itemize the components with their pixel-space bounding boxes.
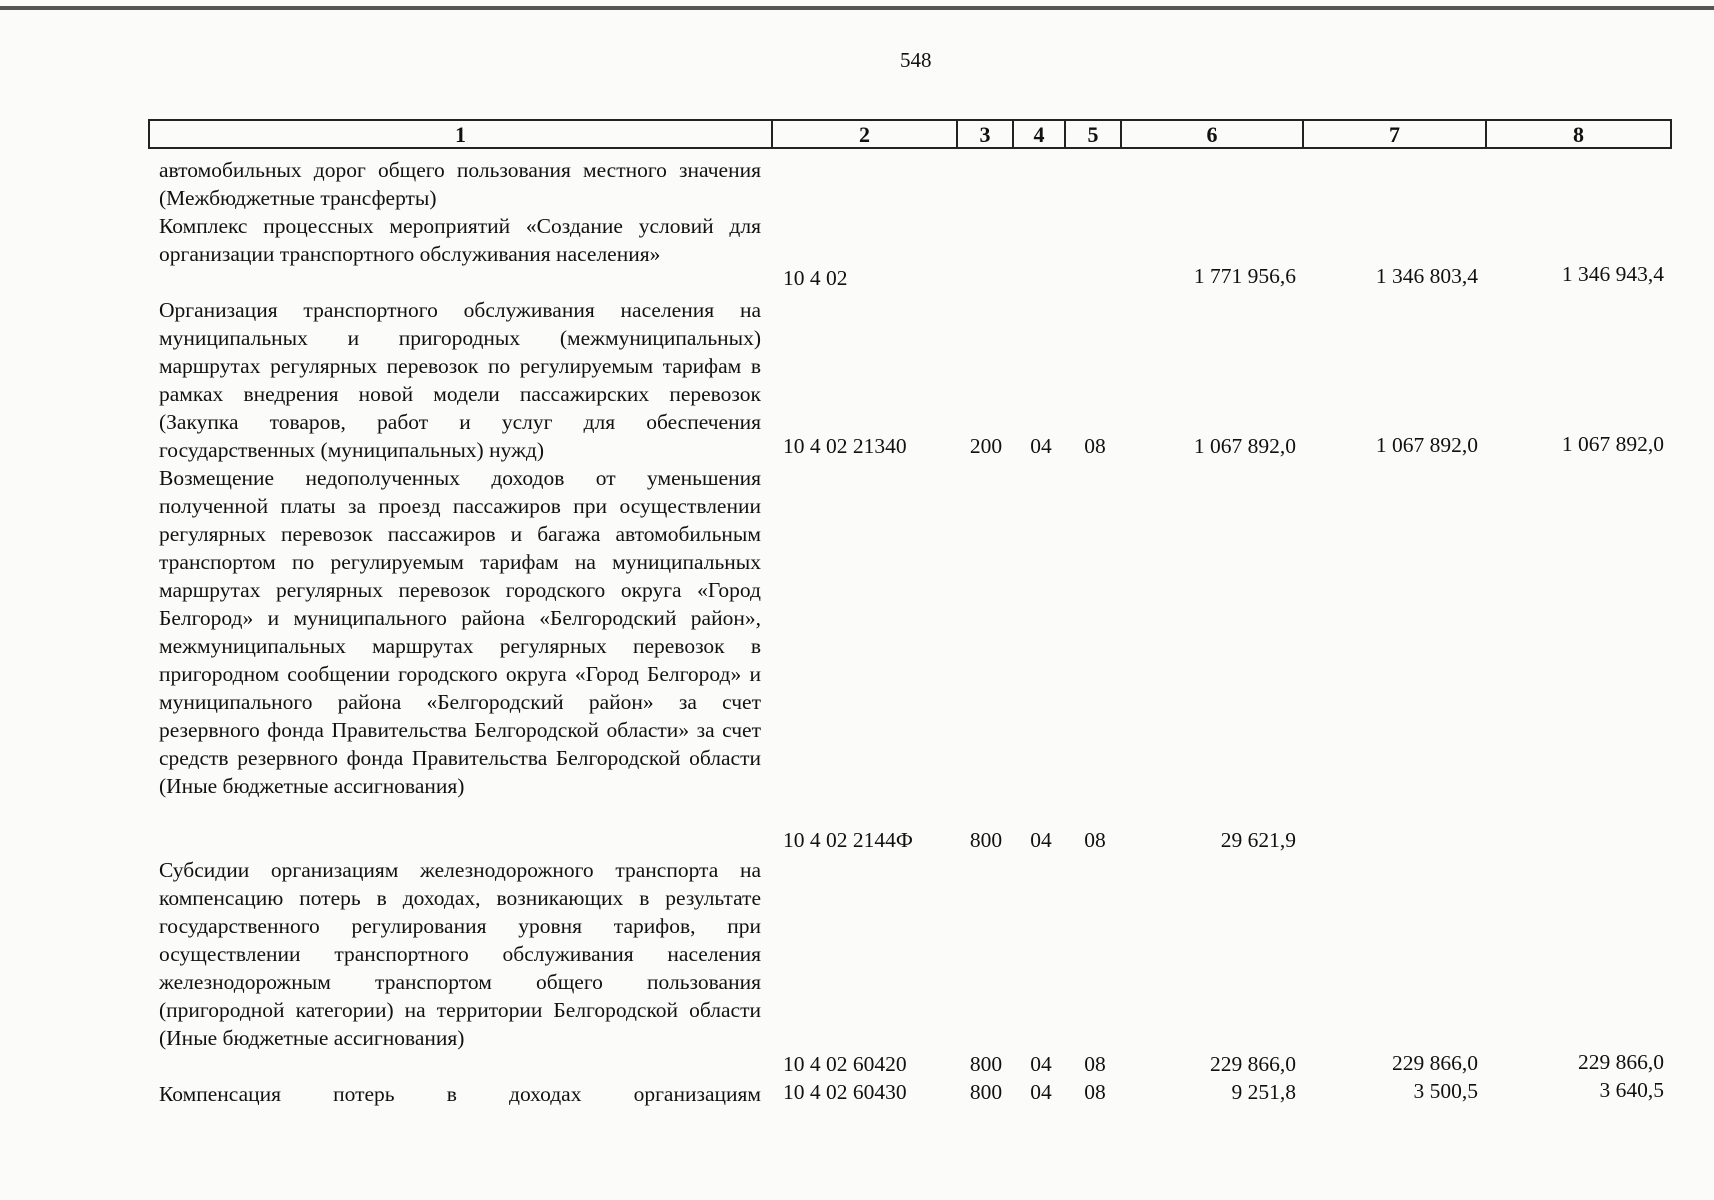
row-value-7: 3 500,5 bbox=[1413, 1079, 1478, 1103]
row-col-3: 800 bbox=[969, 828, 1003, 852]
row-description: Комплекс процессных мероприятий «Создание условий для организации транспортного обслуживания населения» bbox=[159, 214, 761, 266]
row-value-8: 229 866,0 bbox=[1578, 1050, 1664, 1074]
row-value-6: 29 621,9 bbox=[1220, 828, 1296, 852]
row-col-3: 800 bbox=[969, 1080, 1003, 1104]
row-description: Субсидии организациям железнодорожного транспорта на компенсацию потерь в доходах, возникающих в результате государственного регулирования уровня тарифов, при осуществлении транспортного обслуживания населения железнодорожным транспортом общего пользования (пригородной категории) на территории Белгородской области (Иные бюджетные ассигнования) bbox=[159, 858, 761, 1050]
scan-top-border bbox=[0, 0, 1714, 10]
header-col-4: 4 bbox=[1014, 121, 1066, 147]
row-value-6: 1 771 956,6 bbox=[1193, 264, 1296, 288]
row-code: 10 4 02 2144Ф bbox=[783, 828, 913, 852]
row-col-4: 04 bbox=[1030, 1080, 1052, 1104]
row-code: 10 4 02 21340 bbox=[783, 434, 907, 458]
row-col-4: 04 bbox=[1030, 828, 1052, 852]
table-header bbox=[148, 119, 1672, 149]
row-value-6: 1 067 892,0 bbox=[1193, 434, 1296, 458]
row-code: 10 4 02 bbox=[783, 266, 848, 290]
row-description: Компенсация потерь в доходах организациям bbox=[159, 1082, 761, 1106]
header-col-5: 5 bbox=[1066, 121, 1122, 147]
header-col-2: 2 bbox=[773, 121, 958, 147]
row-value-8: 1 346 943,4 bbox=[1561, 262, 1664, 286]
row-col-5: 08 bbox=[1084, 828, 1106, 852]
row-col-5: 08 bbox=[1084, 1052, 1106, 1076]
row-description: Возмещение недополученных доходов от уменьшения полученной платы за проезд пассажиров при осуществлении регулярных перевозок пассажиров и багажа автомобильным транспортом по регулируемым тарифам на муниципальных маршрутах регулярных перевозок городского округа «Город Белгород» и муниципального района «Белгородский район», межмуниципальных маршрутах регулярных перевозок в пригородном сообщении городского округа «Город Белгород» и муниципального района «Белгородский район» за счет резервного фонда Правительства Белгородской области» за счет средств резервного фонда Правительства Белгородской области (Иные бюджетные ассигнования) bbox=[159, 466, 761, 798]
row-col-3: 800 bbox=[969, 1052, 1003, 1076]
row-value-6: 229 866,0 bbox=[1210, 1052, 1296, 1076]
row-value-7: 229 866,0 bbox=[1392, 1051, 1478, 1075]
row-description: автомобильных дорог общего пользования местного значения (Межбюджетные трансферты) bbox=[159, 158, 761, 210]
header-col-7: 7 bbox=[1304, 121, 1487, 147]
header-col-8: 8 bbox=[1573, 122, 1584, 147]
row-value-7: 1 346 803,4 bbox=[1375, 264, 1478, 288]
row-description: Организация транспортного обслуживания населения на муниципальных и пригородных (межмуниципальных) маршрутах регулярных перевозок по регулируемым тарифам в рамках внедрения новой модели пассажирских перевозок (Закупка товаров, работ и услуг для обеспечения государственных (муниципальных) нужд) bbox=[159, 298, 761, 462]
header-col-3: 3 bbox=[958, 121, 1014, 147]
row-code: 10 4 02 60420 bbox=[783, 1052, 907, 1076]
row-col-4: 04 bbox=[1030, 1052, 1052, 1076]
row-col-4: 04 bbox=[1030, 434, 1052, 458]
row-code: 10 4 02 60430 bbox=[783, 1080, 907, 1104]
row-value-8: 3 640,5 bbox=[1599, 1078, 1664, 1102]
row-value-7: 1 067 892,0 bbox=[1375, 433, 1478, 457]
row-col-5: 08 bbox=[1084, 434, 1106, 458]
header-col-6: 6 bbox=[1122, 121, 1304, 147]
page-number: 548 bbox=[900, 48, 932, 72]
row-value-6: 9 251,8 bbox=[1231, 1080, 1296, 1104]
row-col-5: 08 bbox=[1084, 1080, 1106, 1104]
row-value-8: 1 067 892,0 bbox=[1561, 432, 1664, 456]
header-col-1: 1 bbox=[150, 121, 773, 147]
row-col-3: 200 bbox=[969, 434, 1003, 458]
